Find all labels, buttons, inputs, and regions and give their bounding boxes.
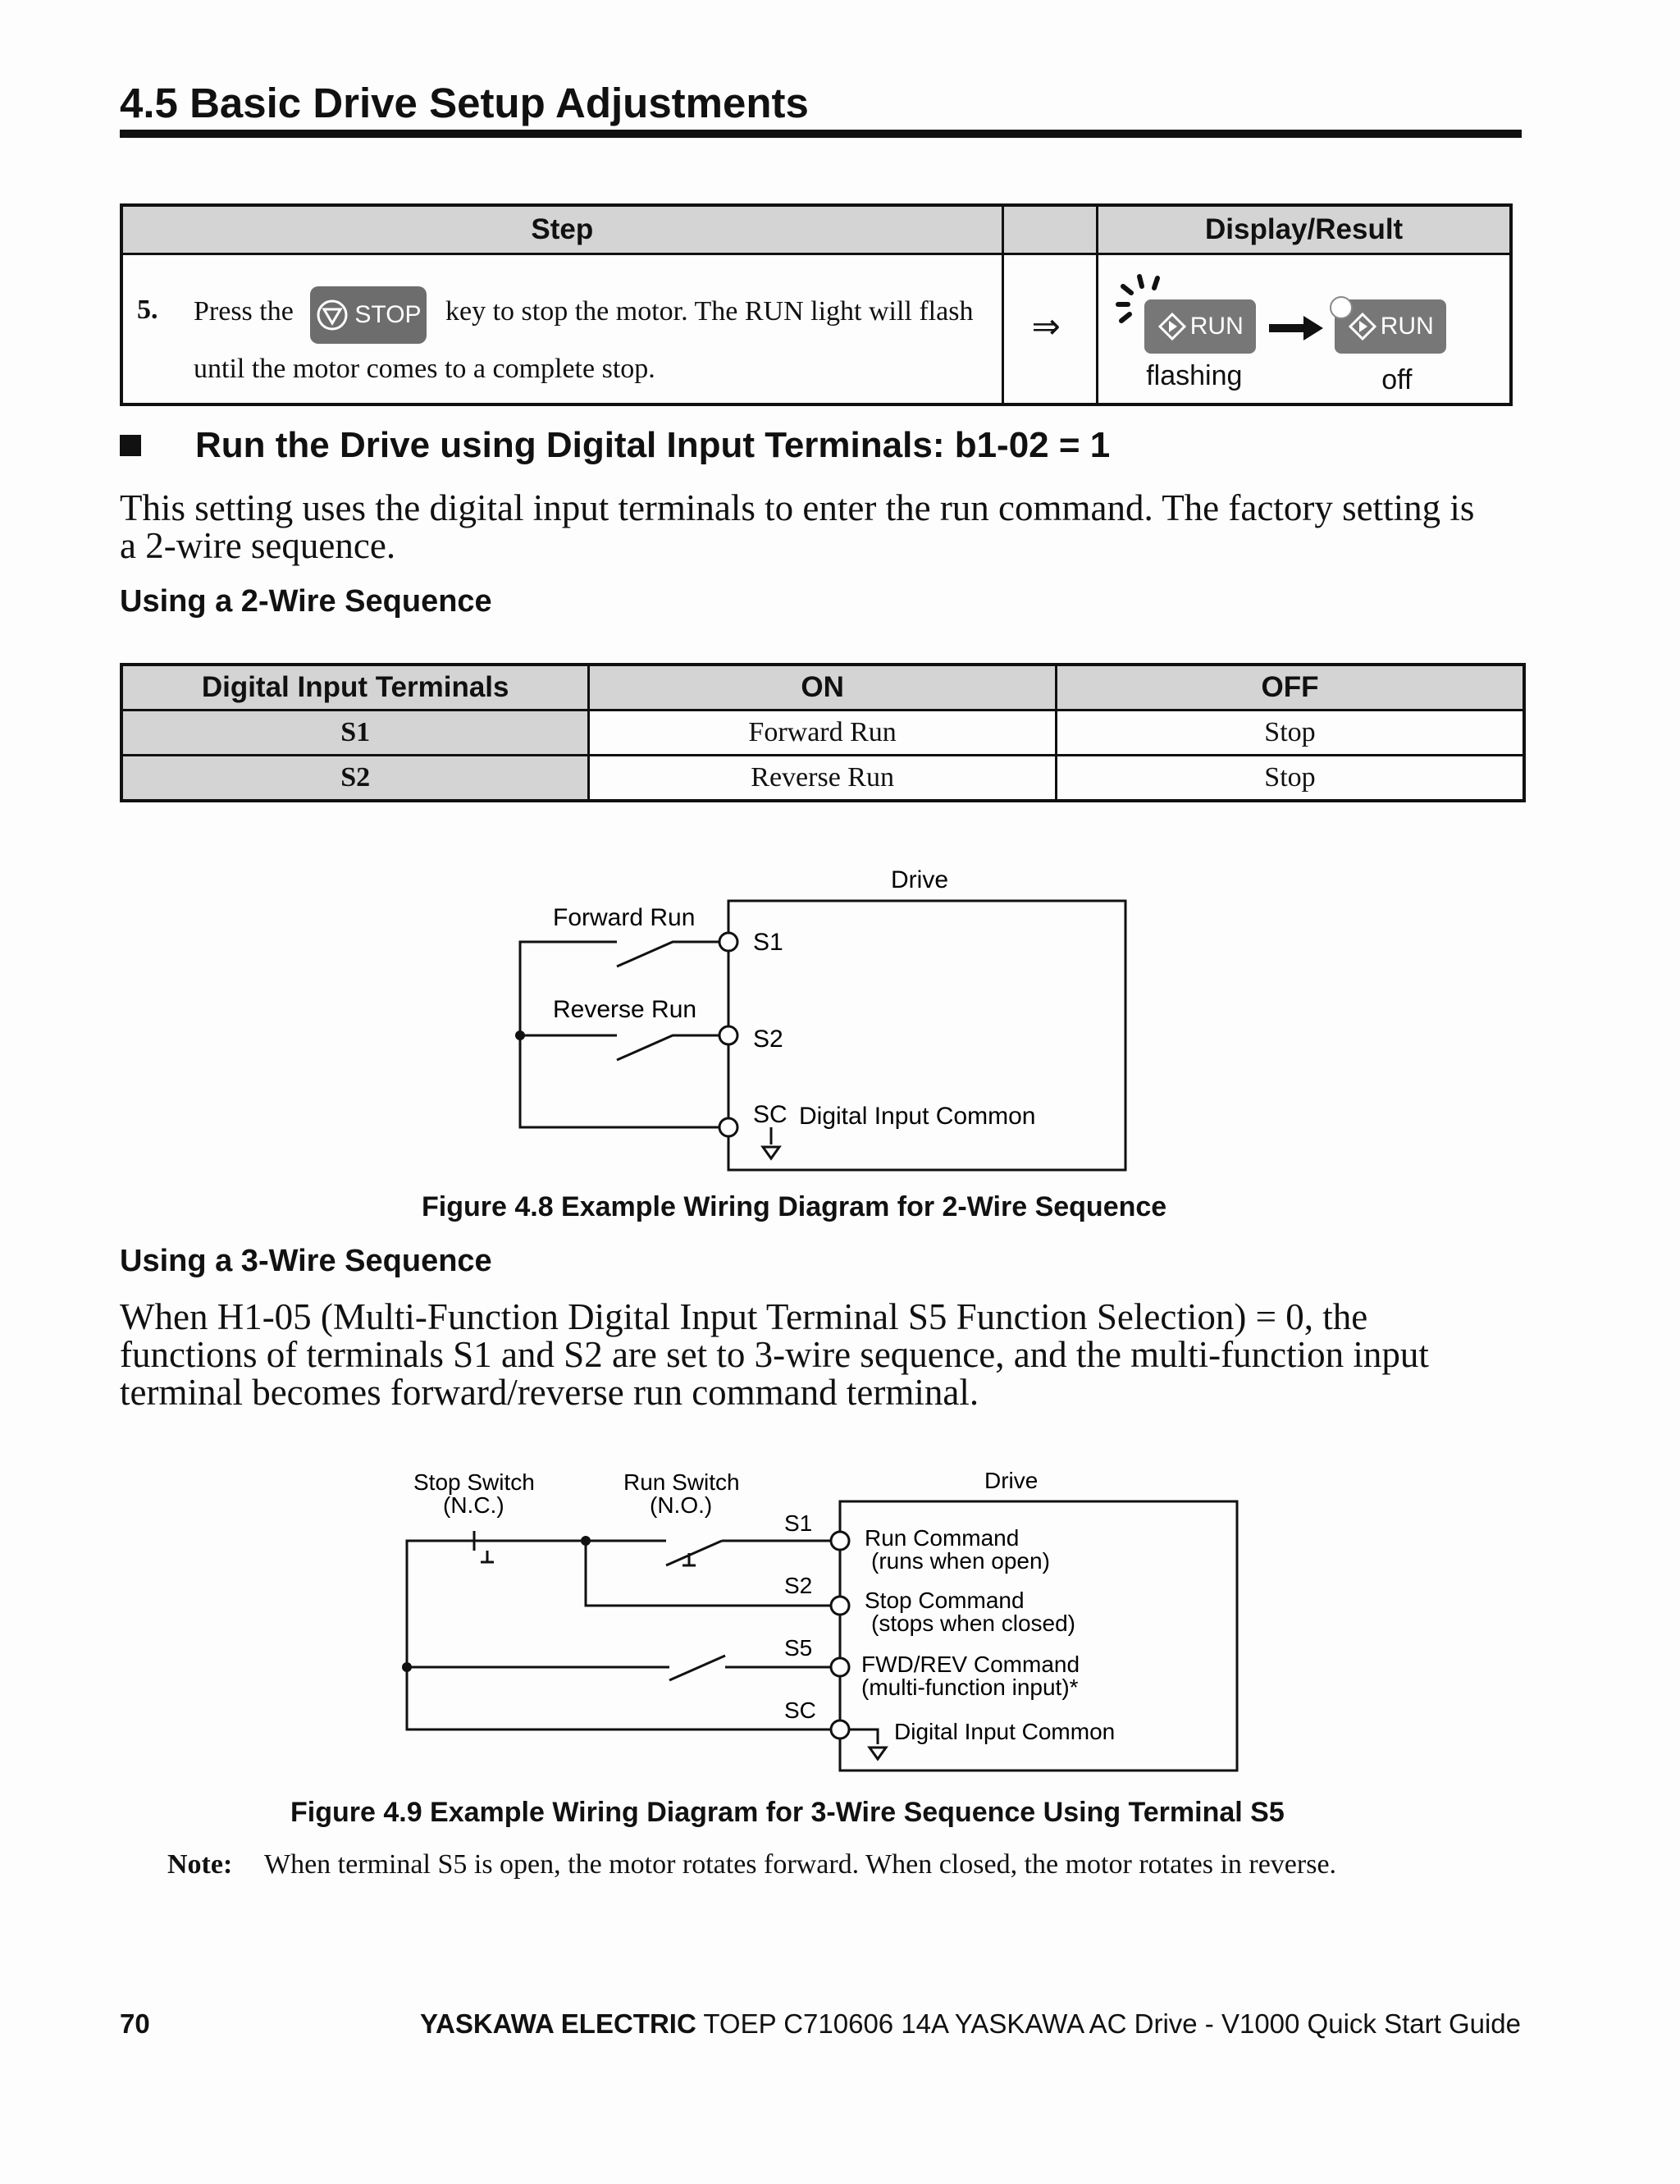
step-cell [121,254,1002,405]
s2-label: S2 [784,1573,813,1598]
subheading-3wire: Using a 3-Wire Sequence [120,1244,492,1278]
title-rule [120,130,1522,138]
sc-label: SC [784,1697,816,1723]
drive-label: Drive [984,1468,1039,1493]
reverse-run-label: Reverse Run [553,996,697,1023]
result-arrow: ⇒ [1031,306,1061,346]
arrow-header [1002,205,1098,254]
step-text-before: Press the [194,296,294,327]
run-diamond-icon [1157,312,1187,341]
state-flashing: flashing [1146,360,1243,391]
result-header: Display/Result [1098,205,1511,254]
note-label: Note: [167,1849,233,1880]
s5-label: S5 [784,1635,813,1661]
sc-label: SC [753,1101,788,1128]
stop-key [310,286,427,344]
terminal-sc [831,1720,849,1739]
on-value: Forward Run [589,710,1057,756]
stop-icon [315,298,349,332]
stop-switch-label: Stop Switch [413,1469,535,1495]
footer-doc: TOEP C710606 14A YASKAWA AC Drive - V1000 Quick Start Guide [703,2008,1521,2039]
step-number: 5. [137,295,158,325]
terminal-s1 [719,933,737,951]
run-command-label: Run Command [865,1525,1020,1551]
table-row [121,756,1524,802]
stop-switch-type: (N.C.) [443,1492,504,1518]
common-label: Digital Input Common [799,1103,1036,1130]
fwd-rev-label: FWD/REV Command [861,1652,1080,1677]
three-wire-line-3: terminal becomes forward/reverse run command terminal. [120,1372,979,1413]
page-number: 70 [120,2008,150,2039]
on-value: Reverse Run [589,756,1057,802]
junction-dot [402,1662,412,1672]
stop-command-note: (stops when closed) [871,1611,1076,1636]
common-label: Digital Input Common [894,1719,1116,1744]
run-label-off: RUN [1380,313,1434,340]
off-value: Stop [1056,756,1524,802]
step-text-line2: until the motor comes to a complete stop. [194,354,655,384]
state-off: off [1381,364,1413,395]
junction-dot [581,1536,591,1546]
col-header-off: OFF [1056,665,1524,710]
section-heading: Run the Drive using Digital Input Terminals: b1-02 = 1 [195,425,1111,465]
step-header: Step [121,205,1002,254]
wiring-diagram-3wire [0,1457,1680,1785]
terminal-table [120,663,1526,802]
forward-run-label: Forward Run [553,904,696,931]
col-header-terminals: Digital Input Terminals [121,665,589,710]
junction-dot [515,1030,525,1040]
terminal-s1 [831,1532,849,1550]
wiring-diagram-2wire [0,853,1680,1198]
drive-label: Drive [891,866,949,893]
step-table [120,203,1513,406]
s2-label: S2 [753,1026,783,1053]
terminal-s5 [831,1658,849,1676]
run-label-flashing: RUN [1189,313,1244,340]
note-text: When terminal S5 is open, the motor rotates forward. When closed, the motor rotates in reverse. [264,1849,1337,1880]
fwd-rev-note: (multi-function input)* [861,1675,1079,1700]
s1-label: S1 [753,929,783,956]
run-indicator-flashing [1144,299,1256,354]
terminal-s2 [719,1026,737,1044]
terminal-name: S2 [121,756,589,802]
terminal-sc [719,1118,737,1136]
stop-command-label: Stop Command [865,1588,1025,1613]
intro-line-2: a 2-wire sequence. [120,525,396,566]
run-switch-type: (N.O.) [650,1492,713,1518]
run-diamond-icon [1348,312,1377,341]
terminal-name: S1 [121,710,589,756]
s1-label: S1 [784,1510,813,1536]
result-cell [1098,254,1511,405]
figure-4-9-caption: Figure 4.9 Example Wiring Diagram for 3-Wire Sequence Using Terminal S5 [290,1797,1285,1828]
table-row [121,710,1524,756]
step-text-after: key to stop the motor. The RUN light will flash [445,296,974,327]
arrow-right-icon [1269,314,1323,342]
stop-key-label: STOP [354,301,422,328]
run-command-note: (runs when open) [871,1548,1050,1574]
terminal-s2 [831,1597,849,1615]
off-value: Stop [1056,710,1524,756]
col-header-on: ON [589,665,1057,710]
arrow-cell [1002,254,1098,405]
footer-brand: YASKAWA ELECTRIC [420,2008,696,2039]
subheading-2wire: Using a 2-Wire Sequence [120,584,492,619]
footer [420,2008,1521,2040]
three-wire-line-1: When H1-05 (Multi-Function Digital Input Terminal S5 Function Selection) = 0, the [120,1296,1368,1337]
run-switch-label: Run Switch [623,1469,740,1495]
page-title: 4.5 Basic Drive Setup Adjustments [120,80,809,126]
three-wire-line-2: functions of terminals S1 and S2 are set to 3-wire sequence, and the multi-function input [120,1334,1429,1375]
section-bullet-icon [120,435,141,456]
figure-4-8-caption: Figure 4.8 Example Wiring Diagram for 2-Wire Sequence [422,1191,1167,1222]
intro-line-1: This setting uses the digital input terminals to enter the run command. The factory setting is [120,487,1475,528]
